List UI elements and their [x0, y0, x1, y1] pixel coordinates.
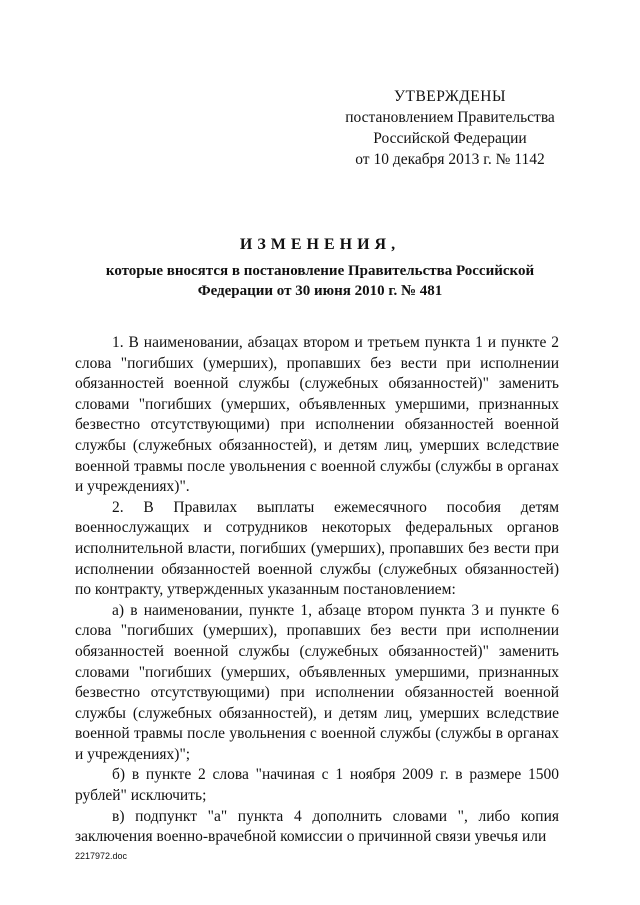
- document-subtitle: [80, 261, 560, 301]
- approval-block: [340, 86, 560, 170]
- paragraph-2b: б) в пункте 2 слова "начиная с 1 ноября 2009 г. в размере 1500 рублей" исключить;: [75, 766, 559, 805]
- subtitle-line-1: которые вносятся в постановление Правительства Российской: [105, 263, 535, 279]
- paragraph-1: 1. В наименовании, абзацах втором и третьем пункта 1 и пункте 2 слова "погибших (умерших), пропавших без вести при исполнении обязанностей военной службы (служебных обязанностей)" заменить словами "погибших (умерших, объявленных умершими, признанных безвестно отсутствующими) при исполнении обязанностей военной службы (служебных обязанностей), и детям лиц, умерших вследствие военной травмы после увольнения с военной службы (службы в органах и учреждениях)".: [75, 334, 559, 496]
- document-body: [75, 333, 559, 848]
- approval-line-2: постановлением Правительства: [345, 109, 555, 126]
- file-name-footer: 2217972.doc: [75, 851, 128, 861]
- paragraph-2: 2. В Правилах выплаты ежемесячного пособия детям военнослужащих и сотрудников некоторых федеральных органов исполнительной власти, погибших (умерших), пропавших без вести при исполнении обязанностей военной службы (служебных обязанностей) по контракту, утвержденных указанным постановлением:: [75, 498, 559, 599]
- approval-line-4: от 10 декабря 2013 г. № 1142: [355, 151, 545, 168]
- subtitle-line-2: Федерации от 30 июня 2010 г. № 481: [197, 283, 443, 299]
- document-title: ИЗМЕНЕНИЯ,: [239, 236, 401, 253]
- paragraph-2a: а) в наименовании, пункте 1, абзаце втором пункта 3 и пункте 6 слова "погибших (умерших), пропавших без вести при исполнении обязанностей военной службы (служебных обязанностей)" заменить словами "погибших (умерших, объявленных умершими, признанных безвестно отсутствующими) при исполнении обязанностей военной службы (служебных обязанностей), и детям лиц, умерших вследствие военной травмы после увольнения с военной службы (службы в органах и учреждениях)";: [75, 601, 559, 763]
- approval-line-3: Российской Федерации: [373, 130, 527, 147]
- approval-heading: УТВЕРЖДЕНЫ: [394, 88, 506, 105]
- paragraph-2c: в) подпункт "а" пункта 4 дополнить словами ", либо копия заключения военно-врачебной комиссии о причинной связи увечья или: [75, 807, 559, 846]
